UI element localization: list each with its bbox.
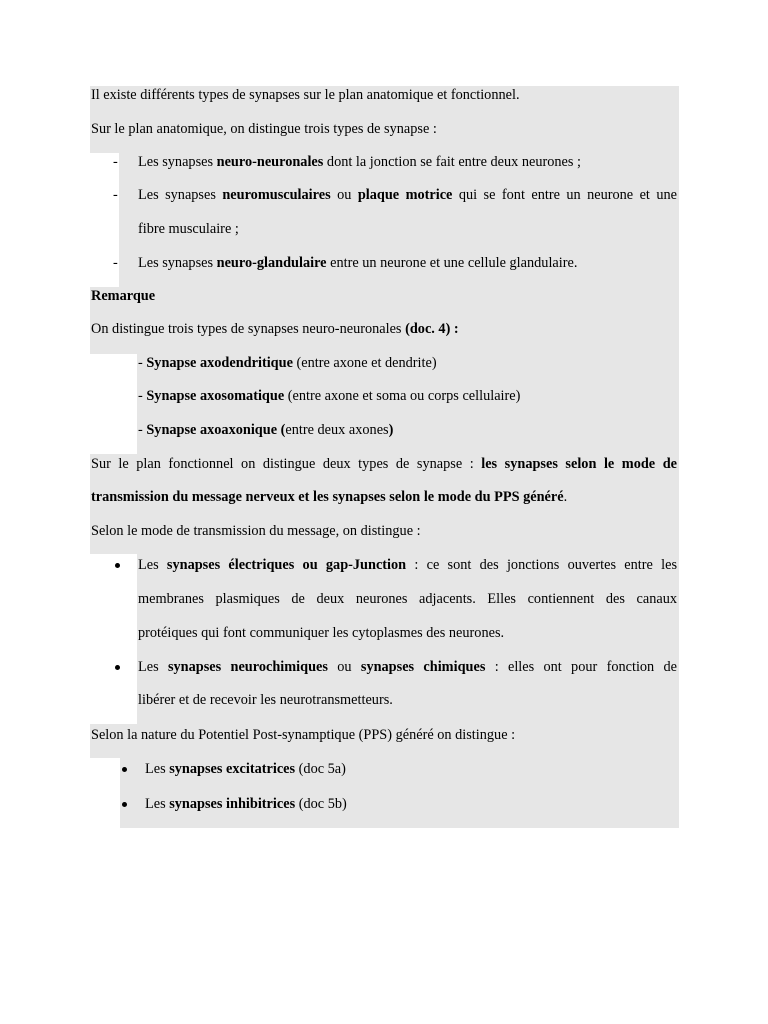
remark-item: - Synapse axosomatique (entre axone et soma ou corps cellulaire)	[138, 388, 521, 404]
dash-marker: -	[113, 154, 118, 170]
list-item-continuation: libérer et de recevoir les neurotransmetteurs.	[138, 692, 393, 708]
list-item: Les synapses neuro-neuronales dont la jonction se fait entre deux neurones ;	[138, 154, 582, 170]
dash-marker: -	[113, 187, 118, 203]
bullet-marker	[115, 563, 120, 568]
mode-intro: Selon le mode de transmission du message, on distingue :	[91, 523, 421, 539]
list-item: Les synapses électriques ou gap-Junction : ce sont des jonctions ouvertes entre les	[138, 557, 678, 573]
pps-intro: Selon la nature du Potentiel Post-synamptique (PPS) généré on distingue :	[91, 727, 516, 743]
bullet-marker	[122, 802, 127, 807]
remark-item: - Synapse axodendritique (entre axone et dendrite)	[138, 355, 437, 371]
list-item: Les synapses neurochimiques ou synapses chimiques : elles ont pour fonction de	[138, 659, 678, 675]
remark-item: - Synapse axoaxonique (entre deux axones)	[138, 422, 394, 438]
bullet-marker	[115, 665, 120, 670]
functional-paragraph-cont: transmission du message nerveux et les synapses selon le mode du PPS généré.	[91, 489, 568, 505]
list-item: Les synapses neuromusculaires ou plaque motrice qui se font entre un neurone et une	[138, 187, 677, 203]
dash-marker: -	[113, 255, 118, 271]
list-item-continuation: protéiques qui font communiquer les cytoplasmes des neurones.	[138, 625, 505, 641]
remark-intro: On distingue trois types de synapses neuro-neuronales (doc. 4) :	[91, 321, 459, 337]
list-item: Les synapses inhibitrices (doc 5b)	[145, 796, 347, 812]
functional-paragraph: Sur le plan fonctionnel on distingue deux types de synapse : les synapses selon le mode de	[91, 456, 677, 472]
list-item: Les synapses neuro-glandulaire entre un neurone et une cellule glandulaire.	[138, 255, 578, 271]
bullet-marker	[122, 767, 127, 772]
intro-paragraph: Il existe différents types de synapses sur le plan anatomique et fonctionnel.	[91, 87, 520, 103]
list-item-continuation: membranes plasmiques de deux neurones adjacents. Elles contiennent des canaux	[138, 591, 677, 607]
list-item-continuation: fibre musculaire ;	[138, 221, 239, 237]
remark-heading: Remarque	[91, 288, 156, 304]
list-item: Les synapses excitatrices (doc 5a)	[145, 761, 346, 777]
anatomic-intro: Sur le plan anatomique, on distingue trois types de synapse :	[91, 121, 437, 137]
